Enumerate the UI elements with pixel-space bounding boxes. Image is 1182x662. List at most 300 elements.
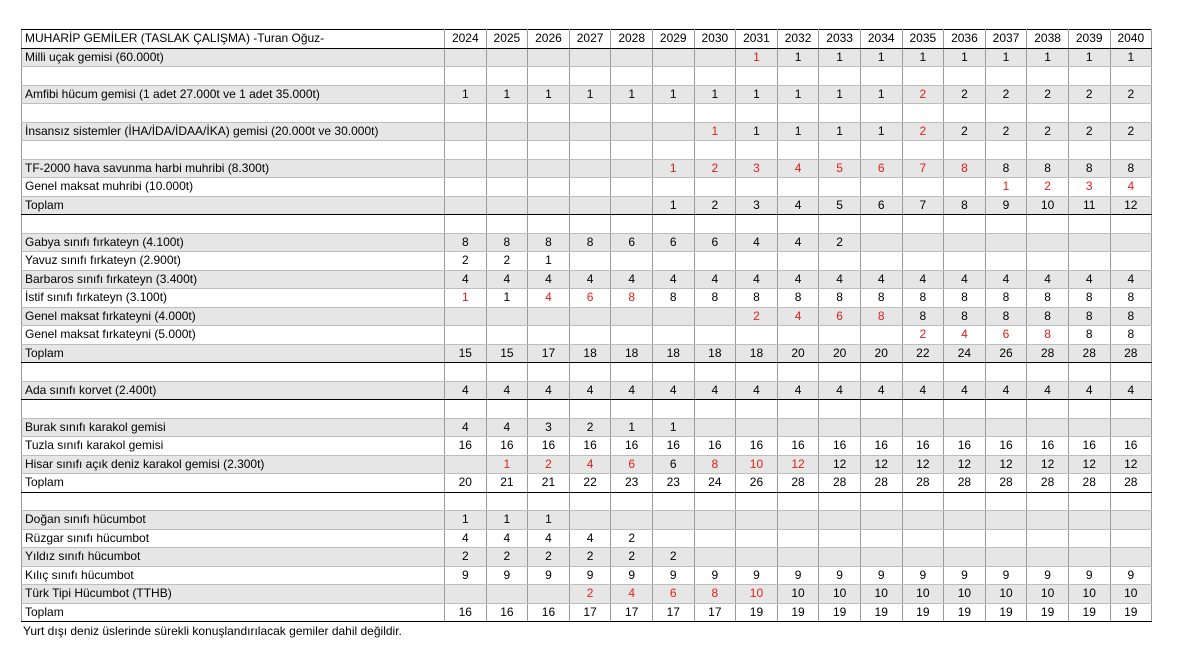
count-cell: 8 (528, 233, 570, 252)
count-cell: 18 (652, 344, 694, 363)
count-cell: 7 (902, 196, 944, 215)
count-cell (736, 104, 778, 123)
count-cell (736, 400, 778, 419)
count-cell: 16 (445, 603, 487, 622)
count-cell (860, 252, 902, 271)
count-cell: 18 (736, 344, 778, 363)
count-cell (569, 178, 611, 197)
count-cell: 18 (694, 344, 736, 363)
count-cell (944, 363, 986, 382)
count-cell: 12 (1027, 455, 1069, 474)
count-cell (902, 548, 944, 567)
count-cell: 10 (1027, 196, 1069, 215)
count-cell: 4 (528, 529, 570, 548)
count-cell: 8 (1027, 159, 1069, 178)
count-cell (528, 492, 570, 511)
count-cell: 1 (860, 122, 902, 141)
count-cell: 1 (777, 85, 819, 104)
count-cell (860, 400, 902, 419)
count-cell: 1 (777, 122, 819, 141)
row-label (22, 492, 445, 511)
count-cell (445, 307, 487, 326)
count-cell (1068, 215, 1110, 234)
count-cell (486, 307, 528, 326)
count-cell (528, 215, 570, 234)
count-cell: 4 (860, 270, 902, 289)
count-cell: 4 (902, 270, 944, 289)
count-cell (445, 122, 487, 141)
count-cell: 28 (777, 474, 819, 493)
count-cell (1110, 492, 1152, 511)
count-cell (777, 326, 819, 345)
count-cell: 9 (985, 566, 1027, 585)
count-cell: 1 (486, 289, 528, 308)
count-cell (777, 511, 819, 530)
count-cell (569, 252, 611, 271)
count-cell: 16 (860, 437, 902, 456)
count-cell (486, 492, 528, 511)
count-cell: 4 (528, 270, 570, 289)
count-cell (652, 141, 694, 160)
count-cell: 4 (777, 270, 819, 289)
count-cell (860, 178, 902, 197)
count-cell (569, 400, 611, 419)
count-cell (1027, 363, 1069, 382)
count-cell: 2 (985, 85, 1027, 104)
count-cell: 1 (652, 196, 694, 215)
count-cell: 8 (1027, 326, 1069, 345)
row-label: Amfibi hücum gemisi (1 adet 27.000t ve 1 adet 35.000t) (22, 85, 445, 104)
count-cell (777, 418, 819, 437)
count-cell: 12 (860, 455, 902, 474)
row-label: Kılıç sınıfı hücumbot (22, 566, 445, 585)
count-cell (486, 48, 528, 67)
count-cell (1110, 548, 1152, 567)
count-cell: 9 (860, 566, 902, 585)
count-cell: 4 (777, 159, 819, 178)
count-cell: 9 (1068, 566, 1110, 585)
count-cell: 8 (1068, 159, 1110, 178)
count-cell (902, 233, 944, 252)
total-row (22, 474, 1152, 493)
count-cell (569, 307, 611, 326)
count-cell (902, 215, 944, 234)
count-cell: 1 (652, 418, 694, 437)
count-cell (652, 400, 694, 419)
count-cell: 2 (1110, 85, 1152, 104)
count-cell: 16 (985, 437, 1027, 456)
count-cell (819, 400, 861, 419)
count-cell: 1 (445, 289, 487, 308)
count-cell: 16 (528, 437, 570, 456)
count-cell (777, 67, 819, 86)
count-cell: 2 (902, 326, 944, 345)
count-cell (777, 529, 819, 548)
count-cell (694, 363, 736, 382)
count-cell (819, 252, 861, 271)
count-cell: 8 (1068, 326, 1110, 345)
count-cell (445, 400, 487, 419)
count-cell: 1 (1027, 48, 1069, 67)
total-row (22, 603, 1152, 622)
count-cell (1110, 141, 1152, 160)
count-cell: 2 (445, 548, 487, 567)
count-cell (445, 178, 487, 197)
count-cell (611, 104, 653, 123)
spacer-row (22, 141, 1152, 160)
count-cell (1027, 548, 1069, 567)
count-cell: 1 (611, 85, 653, 104)
count-cell: 4 (736, 381, 778, 400)
count-cell (486, 67, 528, 86)
row-label: Ada sınıfı korvet (2.400t) (22, 381, 445, 400)
count-cell (860, 326, 902, 345)
count-cell: 4 (777, 381, 819, 400)
count-cell: 1 (736, 85, 778, 104)
count-cell: 19 (944, 603, 986, 622)
count-cell: 2 (569, 418, 611, 437)
count-cell: 12 (1110, 455, 1152, 474)
count-cell: 8 (736, 289, 778, 308)
count-cell: 22 (569, 474, 611, 493)
count-cell (736, 529, 778, 548)
row-label: Gabya sınıfı fırkateyn (4.100t) (22, 233, 445, 252)
year-header: 2028 (611, 30, 653, 49)
count-cell (611, 141, 653, 160)
count-cell: 6 (860, 196, 902, 215)
count-cell (569, 122, 611, 141)
count-cell: 8 (985, 159, 1027, 178)
count-cell (1110, 252, 1152, 271)
ship-row (22, 566, 1152, 585)
count-cell: 20 (445, 474, 487, 493)
count-cell (736, 215, 778, 234)
count-cell (902, 511, 944, 530)
count-cell (1027, 511, 1069, 530)
count-cell: 16 (486, 437, 528, 456)
count-cell (652, 122, 694, 141)
count-cell: 2 (985, 122, 1027, 141)
ship-row (22, 159, 1152, 178)
count-cell (569, 215, 611, 234)
spacer-row (22, 104, 1152, 123)
count-cell (944, 548, 986, 567)
count-cell (902, 418, 944, 437)
count-cell: 1 (694, 85, 736, 104)
count-cell (694, 48, 736, 67)
year-header: 2026 (528, 30, 570, 49)
count-cell: 9 (736, 566, 778, 585)
row-label (22, 363, 445, 382)
row-label: Barbaros sınıfı fırkateyn (3.400t) (22, 270, 445, 289)
count-cell: 8 (902, 289, 944, 308)
count-cell: 21 (528, 474, 570, 493)
count-cell: 4 (1027, 381, 1069, 400)
count-cell (819, 418, 861, 437)
count-cell: 16 (1068, 437, 1110, 456)
count-cell (569, 326, 611, 345)
count-cell (1068, 252, 1110, 271)
count-cell (569, 141, 611, 160)
count-cell: 1 (860, 85, 902, 104)
count-cell: 26 (985, 344, 1027, 363)
count-cell (944, 178, 986, 197)
count-cell (736, 326, 778, 345)
count-cell (611, 178, 653, 197)
count-cell: 22 (902, 344, 944, 363)
count-cell (985, 67, 1027, 86)
count-cell (611, 215, 653, 234)
year-header: 2033 (819, 30, 861, 49)
count-cell: 1 (528, 252, 570, 271)
row-label: İnsansız sistemler (İHA/İDA/İDAA/İKA) gemisi (20.000t ve 30.000t) (22, 122, 445, 141)
count-cell (694, 492, 736, 511)
count-cell: 9 (528, 566, 570, 585)
count-cell (445, 196, 487, 215)
count-cell (944, 400, 986, 419)
count-cell (860, 418, 902, 437)
count-cell: 4 (569, 529, 611, 548)
count-cell: 4 (944, 326, 986, 345)
count-cell: 9 (985, 196, 1027, 215)
count-cell (694, 418, 736, 437)
count-cell (528, 326, 570, 345)
count-cell (1068, 492, 1110, 511)
count-cell: 2 (569, 585, 611, 604)
count-cell: 1 (1068, 48, 1110, 67)
row-label: Doğan sınıfı hücumbot (22, 511, 445, 530)
count-cell: 2 (486, 252, 528, 271)
count-cell (1027, 400, 1069, 419)
count-cell (486, 215, 528, 234)
count-cell (486, 141, 528, 160)
year-header: 2038 (1027, 30, 1069, 49)
count-cell: 20 (819, 344, 861, 363)
count-cell: 28 (860, 474, 902, 493)
count-cell (985, 492, 1027, 511)
count-cell (652, 178, 694, 197)
count-cell: 12 (1110, 196, 1152, 215)
count-cell: 1 (611, 418, 653, 437)
year-header: 2025 (486, 30, 528, 49)
count-cell (694, 178, 736, 197)
count-cell: 2 (1068, 85, 1110, 104)
count-cell: 2 (652, 548, 694, 567)
count-cell (985, 252, 1027, 271)
count-cell (528, 196, 570, 215)
count-cell: 1 (860, 48, 902, 67)
count-cell: 8 (777, 289, 819, 308)
count-cell (445, 104, 487, 123)
count-cell (777, 252, 819, 271)
count-cell: 8 (694, 455, 736, 474)
header-row (22, 30, 1152, 49)
count-cell: 12 (819, 455, 861, 474)
count-cell: 4 (985, 270, 1027, 289)
row-label: Toplam (22, 196, 445, 215)
count-cell (445, 585, 487, 604)
ship-row (22, 455, 1152, 474)
count-cell (694, 215, 736, 234)
count-cell: 4 (902, 381, 944, 400)
count-cell (860, 104, 902, 123)
count-cell (694, 548, 736, 567)
count-cell: 26 (736, 474, 778, 493)
count-cell (860, 141, 902, 160)
count-cell: 2 (944, 85, 986, 104)
count-cell: 1 (902, 48, 944, 67)
ship-row (22, 326, 1152, 345)
count-cell: 2 (1110, 122, 1152, 141)
count-cell: 19 (1110, 603, 1152, 622)
count-cell: 18 (611, 344, 653, 363)
count-cell (528, 400, 570, 419)
count-cell: 3 (528, 418, 570, 437)
row-label: Genel maksat fırkateyni (4.000t) (22, 307, 445, 326)
count-cell (611, 326, 653, 345)
count-cell: 8 (944, 159, 986, 178)
count-cell: 2 (902, 122, 944, 141)
count-cell (528, 178, 570, 197)
count-cell (736, 418, 778, 437)
count-cell (1068, 363, 1110, 382)
count-cell: 4 (694, 270, 736, 289)
count-cell: 1 (944, 48, 986, 67)
count-cell (860, 215, 902, 234)
count-cell (486, 585, 528, 604)
count-cell: 4 (777, 233, 819, 252)
count-cell: 16 (1110, 437, 1152, 456)
count-cell (819, 548, 861, 567)
count-cell: 4 (528, 289, 570, 308)
count-cell: 2 (1027, 122, 1069, 141)
count-cell: 4 (1110, 270, 1152, 289)
count-cell (736, 141, 778, 160)
count-cell: 4 (736, 233, 778, 252)
count-cell: 16 (944, 437, 986, 456)
count-cell: 1 (819, 85, 861, 104)
count-cell: 17 (528, 344, 570, 363)
count-cell: 19 (860, 603, 902, 622)
row-label: Rüzgar sınıfı hücumbot (22, 529, 445, 548)
count-cell (486, 363, 528, 382)
count-cell: 8 (694, 585, 736, 604)
count-cell (528, 363, 570, 382)
count-cell: 19 (1068, 603, 1110, 622)
count-cell: 28 (1027, 474, 1069, 493)
count-cell (445, 67, 487, 86)
count-cell (611, 122, 653, 141)
count-cell: 8 (860, 289, 902, 308)
count-cell: 19 (736, 603, 778, 622)
count-cell (1110, 400, 1152, 419)
count-cell: 8 (985, 307, 1027, 326)
count-cell: 8 (819, 289, 861, 308)
count-cell (902, 141, 944, 160)
count-cell: 8 (1027, 307, 1069, 326)
spacer-row (22, 363, 1152, 382)
count-cell: 6 (819, 307, 861, 326)
count-cell (944, 529, 986, 548)
count-cell (445, 48, 487, 67)
count-cell: 28 (944, 474, 986, 493)
count-cell: 9 (902, 566, 944, 585)
count-cell: 4 (528, 381, 570, 400)
count-cell (569, 492, 611, 511)
count-cell: 8 (486, 233, 528, 252)
row-label (22, 141, 445, 160)
count-cell: 6 (652, 233, 694, 252)
count-cell: 17 (611, 603, 653, 622)
count-cell: 9 (486, 566, 528, 585)
count-cell: 3 (736, 196, 778, 215)
count-cell (445, 363, 487, 382)
count-cell (985, 400, 1027, 419)
count-cell: 17 (569, 603, 611, 622)
row-label: Milli uçak gemisi (60.000t) (22, 48, 445, 67)
count-cell (1110, 233, 1152, 252)
count-cell: 9 (944, 566, 986, 585)
count-cell: 9 (652, 566, 694, 585)
count-cell (944, 233, 986, 252)
row-label: Genel maksat muhribi (10.000t) (22, 178, 445, 197)
count-cell (652, 104, 694, 123)
count-cell: 8 (860, 307, 902, 326)
count-cell (569, 196, 611, 215)
count-cell: 2 (736, 307, 778, 326)
count-cell: 10 (902, 585, 944, 604)
count-cell: 28 (985, 474, 1027, 493)
count-cell (486, 326, 528, 345)
count-cell (611, 67, 653, 86)
count-cell (528, 585, 570, 604)
count-cell: 18 (569, 344, 611, 363)
count-cell: 8 (944, 307, 986, 326)
count-cell: 10 (1110, 585, 1152, 604)
count-cell (486, 196, 528, 215)
count-cell (1027, 141, 1069, 160)
count-cell (694, 252, 736, 271)
count-cell: 2 (569, 548, 611, 567)
count-cell (652, 252, 694, 271)
count-cell: 6 (985, 326, 1027, 345)
count-cell (1068, 141, 1110, 160)
year-header: 2037 (985, 30, 1027, 49)
count-cell: 6 (694, 233, 736, 252)
count-cell: 16 (486, 603, 528, 622)
count-cell (694, 104, 736, 123)
count-cell: 9 (569, 566, 611, 585)
count-cell (652, 492, 694, 511)
count-cell: 4 (445, 529, 487, 548)
count-cell: 4 (777, 196, 819, 215)
count-cell (652, 48, 694, 67)
count-cell: 10 (736, 585, 778, 604)
count-cell: 16 (902, 437, 944, 456)
count-cell: 9 (819, 566, 861, 585)
count-cell (652, 215, 694, 234)
count-cell (1068, 529, 1110, 548)
count-cell (860, 529, 902, 548)
ship-row (22, 178, 1152, 197)
count-cell: 2 (611, 529, 653, 548)
count-cell: 7 (902, 159, 944, 178)
ship-row (22, 529, 1152, 548)
count-cell (1068, 400, 1110, 419)
ship-row (22, 85, 1152, 104)
count-cell: 1 (736, 122, 778, 141)
row-label: Genel maksat fırkateyni (5.000t) (22, 326, 445, 345)
